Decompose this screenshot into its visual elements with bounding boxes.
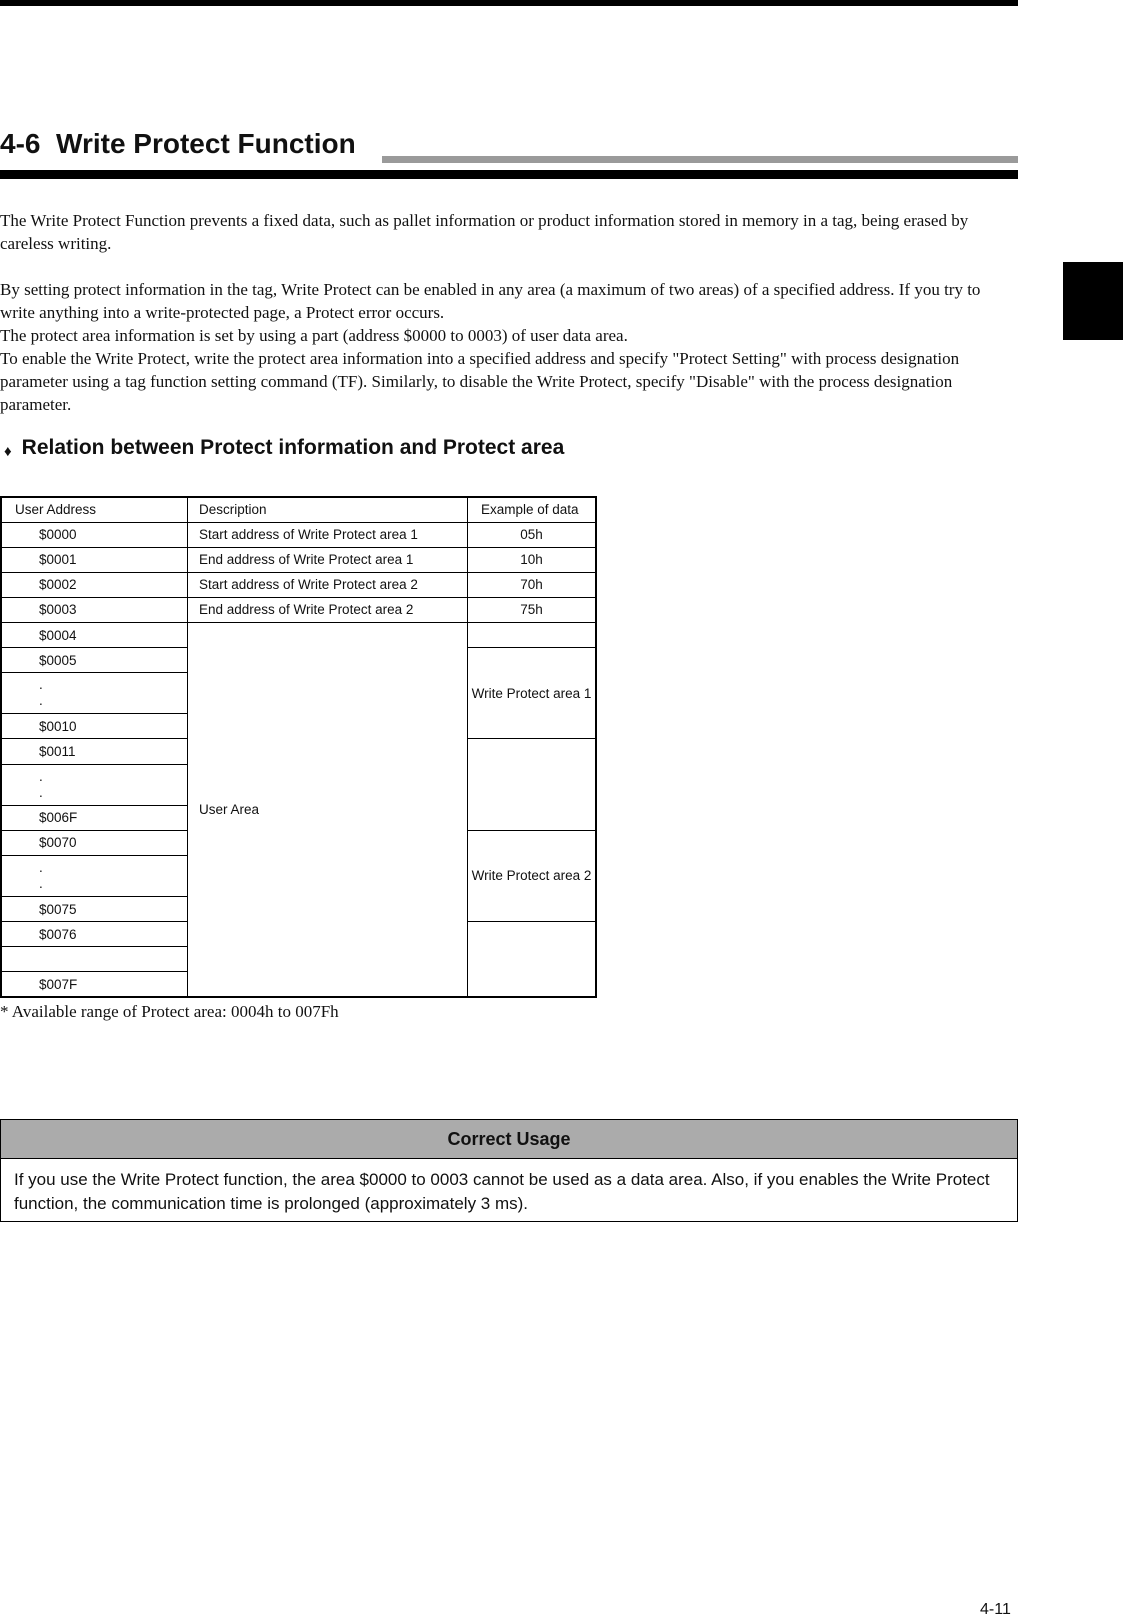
intro-paragraph bbox=[0, 209, 1018, 255]
cell-address-empty bbox=[1, 947, 188, 972]
cell-address: $0004 bbox=[1, 622, 188, 647]
correct-usage-box bbox=[0, 1119, 1018, 1222]
vertical-ellipsis-icon: . . bbox=[1, 764, 188, 805]
protect-area-1-cell: Write Protect area 1 bbox=[468, 648, 597, 739]
paragraph-2-line-3: To enable the Write Protect, write the protect area information into a specified address and specify "Protect Setting" with process designation parameter using a tag function setting command (TF). Similarly, to disable the Write Protect, specify "Disable" with the process designation parameter. bbox=[0, 349, 960, 414]
section-title-text: Write Protect Function bbox=[56, 128, 356, 159]
table-row bbox=[1, 622, 596, 647]
protect-paragraph bbox=[0, 278, 1018, 416]
cell-description: Start address of Write Protect area 2 bbox=[188, 572, 468, 597]
page-number: 4-11 bbox=[980, 1601, 1011, 1618]
unprotected-area-cell bbox=[468, 922, 597, 997]
diamond-bullet-icon: ♦ bbox=[4, 443, 12, 460]
table-row bbox=[1, 597, 596, 622]
cell-address: $0070 bbox=[1, 830, 188, 855]
table-header-row bbox=[1, 497, 596, 522]
cell-address: $0000 bbox=[1, 522, 188, 547]
title-underline-black bbox=[0, 170, 1018, 179]
vertical-ellipsis-icon: . . bbox=[1, 855, 188, 896]
protect-area-table bbox=[0, 496, 597, 998]
header-example: Example of data bbox=[468, 497, 597, 522]
cell-example: 75h bbox=[468, 597, 597, 622]
footnote: * Available range of Protect area: 0004h to 007Fh bbox=[0, 1002, 339, 1021]
cell-address: $0001 bbox=[1, 547, 188, 572]
paragraph-1: The Write Protect Function prevents a fixed data, such as pallet information or product information stored in memory in a tag, being erased by careless writing. bbox=[0, 211, 969, 253]
cell-address: $0010 bbox=[1, 714, 188, 739]
section-title bbox=[0, 128, 356, 160]
header-description: Description bbox=[188, 497, 468, 522]
cell-address: $0002 bbox=[1, 572, 188, 597]
protect-area-2-cell: Write Protect area 2 bbox=[468, 830, 597, 921]
cell-description: Start address of Write Protect area 1 bbox=[188, 522, 468, 547]
cell-description: End address of Write Protect area 1 bbox=[188, 547, 468, 572]
section-number: 4-6 bbox=[0, 128, 41, 159]
top-rule bbox=[0, 0, 1018, 6]
table-row bbox=[1, 547, 596, 572]
subheading bbox=[4, 436, 564, 460]
cell-example: 05h bbox=[468, 522, 597, 547]
cell-address: $0075 bbox=[1, 897, 188, 922]
correct-usage-title: Correct Usage bbox=[1, 1120, 1017, 1159]
chapter-tab-marker bbox=[1063, 262, 1123, 340]
paragraph-2-line-1: By setting protect information in the tag, Write Protect can be enabled in any area (a maximum of two areas) of a specified address. If you try to write anything into a write-protected page, a Protect error occurs. bbox=[0, 280, 981, 322]
cell-address: $0003 bbox=[1, 597, 188, 622]
cell-address: $0005 bbox=[1, 648, 188, 673]
unprotected-area-cell bbox=[468, 739, 597, 830]
cell-example: 70h bbox=[468, 572, 597, 597]
vertical-ellipsis-icon: . . bbox=[1, 673, 188, 714]
table-row bbox=[1, 522, 596, 547]
header-user-address: User Address bbox=[1, 497, 188, 522]
cell-address: $006F bbox=[1, 805, 188, 830]
subheading-text: Relation between Protect information and Protect area bbox=[21, 436, 565, 459]
correct-usage-body: If you use the Write Protect function, the area $0000 to 0003 cannot be used as a data area. Also, if you enables the Write Protect function, the communication time is prolonged (approximately 3 ms). bbox=[14, 1170, 990, 1213]
cell-address: $0011 bbox=[1, 739, 188, 764]
cell-example-empty bbox=[468, 622, 597, 647]
cell-address: $007F bbox=[1, 972, 188, 997]
table-row bbox=[1, 572, 596, 597]
cell-address: $0076 bbox=[1, 922, 188, 947]
cell-example: 10h bbox=[468, 547, 597, 572]
cell-description: End address of Write Protect area 2 bbox=[188, 597, 468, 622]
title-underline-gray bbox=[382, 156, 1018, 163]
user-area-cell: User Area bbox=[188, 622, 468, 997]
paragraph-2-line-2: The protect area information is set by using a part (address $0000 to 0003) of user data area. bbox=[0, 326, 628, 345]
